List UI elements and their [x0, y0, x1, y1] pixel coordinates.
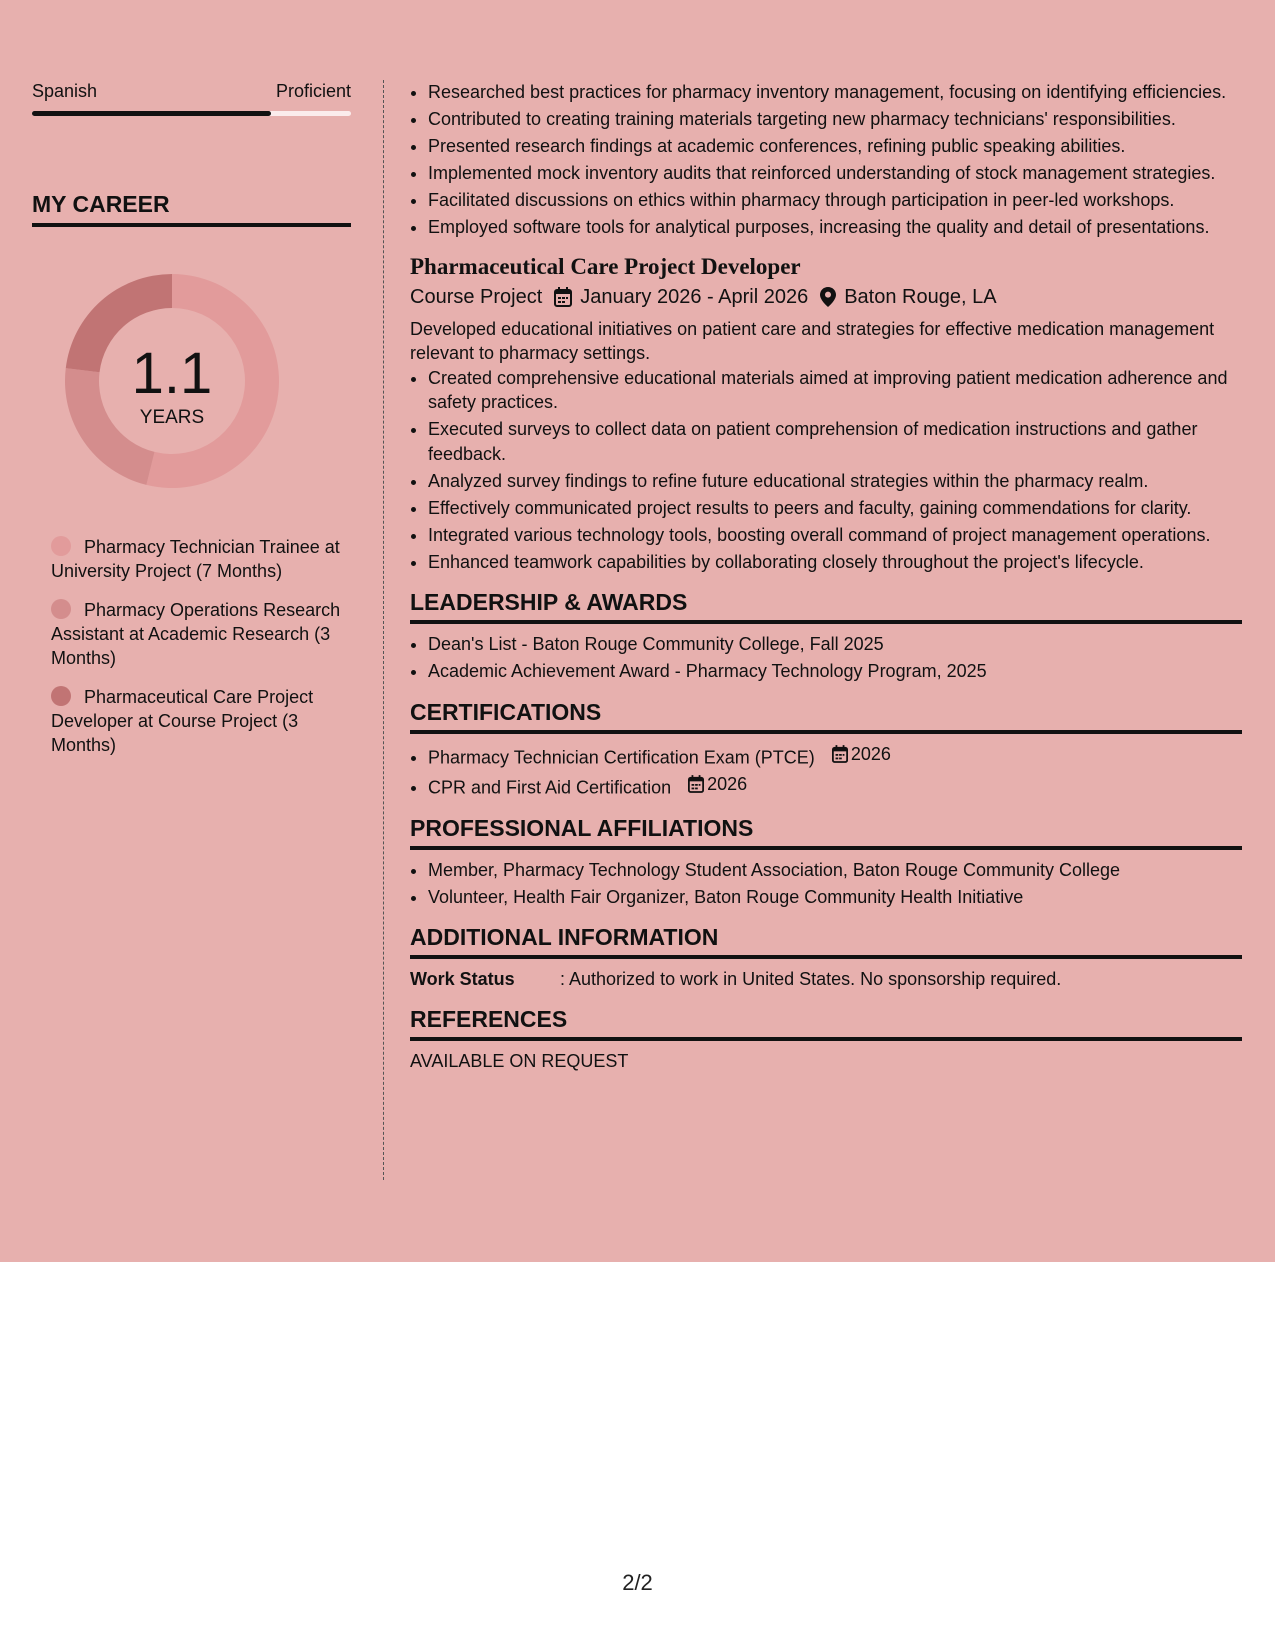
bullet-item: • Employed software tools for analytical purposes, increasing the quality and detail of presentations.	[428, 215, 1242, 240]
career-total-value: 1.1	[131, 341, 213, 406]
job-location: Baton Rouge, LA	[844, 285, 997, 308]
awards-heading: LEADERSHIP & AWARDS	[410, 588, 1242, 624]
job-description: Developed educational initiatives on patient care and strategies for effective medication management relevant to pharmacy settings.	[410, 318, 1215, 363]
bullet-item: • Contributed to creating training materials targeting new pharmacy technicians' responsibilities.	[428, 107, 1242, 132]
legend-item	[51, 685, 341, 757]
certification-name: CPR and First Aid Certification	[428, 777, 672, 797]
job-title: Pharmaceutical Care Project Developer	[410, 253, 801, 279]
legend-item	[51, 535, 341, 583]
certifications-list	[410, 742, 1242, 800]
references-text: AVAILABLE ON REQUEST	[410, 1051, 629, 1071]
certification-year: 2026	[850, 743, 891, 764]
certification-item	[428, 772, 1242, 800]
affiliations-heading: PROFESSIONAL AFFILIATIONS	[410, 814, 1242, 850]
affiliation-item: • Member, Pharmacy Technology Student Association, Baton Rouge Community College	[428, 858, 1242, 883]
bullet-item: • Facilitated discussions on ethics within pharmacy through participation in peer-led workshops.	[428, 188, 1242, 213]
certifications-heading: CERTIFICATIONS	[410, 698, 1242, 734]
bullet-item: • Effectively communicated project results to peers and faculty, gaining commendations for clarity.	[428, 496, 1242, 521]
legend-label: Pharmaceutical Care Project Developer at Course Project (3 Months)	[51, 687, 314, 755]
calendar-icon	[832, 745, 848, 763]
legend-label: Pharmacy Technician Trainee at University Project (7 Months)	[51, 537, 340, 581]
work-status-row	[410, 967, 1242, 991]
career-donut-chart	[65, 274, 295, 504]
certification-date	[688, 772, 747, 797]
affiliation-item: • Volunteer, Health Fair Organizer, Baton Rouge Community Health Initiative	[428, 885, 1242, 910]
language-level: Proficient	[275, 81, 351, 101]
awards-list	[410, 632, 1242, 684]
additional-info-heading: ADDITIONAL INFORMATION	[410, 923, 1242, 959]
language-level-fill	[32, 111, 271, 116]
calendar-icon	[554, 287, 572, 307]
bullet-item: • Enhanced teamwork capabilities by collaborating closely throughout the project's lifecycle.	[428, 550, 1242, 575]
legend-dot	[51, 536, 71, 556]
certification-name: Pharmacy Technician Certification Exam (PTCE)	[428, 746, 815, 767]
calendar-icon	[688, 775, 704, 793]
column-divider	[383, 80, 384, 1180]
job-company: Course Project	[410, 285, 543, 308]
legend-label: Pharmacy Operations Research Assistant at Academic Research (3 Months)	[51, 600, 341, 668]
job-bullets	[410, 366, 1242, 575]
previous-job-bullets	[410, 80, 1242, 240]
job-dates: January 2026 - April 2026	[580, 285, 809, 308]
bullet-item: • Researched best practices for pharmacy inventory management, focusing on identifying efficiencies.	[428, 80, 1242, 105]
legend-dot	[51, 686, 71, 706]
right-column	[410, 80, 1242, 1073]
job-meta	[410, 284, 1242, 310]
certification-item	[428, 742, 1242, 770]
location-pin-icon	[820, 287, 836, 307]
work-status-value: : Authorized to work in United States. No sponsorship required.	[560, 969, 1062, 989]
language-name: Spanish	[32, 81, 98, 101]
award-item: • Dean's List - Baton Rouge Community College, Fall 2025	[428, 632, 1242, 657]
left-column	[32, 80, 351, 755]
certification-year: 2026	[707, 773, 748, 794]
bullet-item: • Analyzed survey findings to refine future educational strategies within the pharmacy realm.	[428, 469, 1242, 494]
bullet-item: • Created comprehensive educational materials aimed at improving patient medication adherence and safety practices.	[428, 366, 1242, 415]
affiliations-list	[410, 858, 1242, 910]
certification-date	[832, 742, 891, 767]
career-legend	[51, 535, 341, 772]
career-heading: MY CAREER	[32, 190, 351, 227]
legend-dot	[51, 599, 71, 619]
language-row	[32, 80, 351, 102]
references-heading: REFERENCES	[410, 1005, 1242, 1041]
bullet-item: • Implemented mock inventory audits that reinforced understanding of stock management strategies.	[428, 161, 1242, 186]
language-level-bar	[32, 111, 351, 116]
page-number: 2/2	[622, 1570, 653, 1595]
award-item: • Academic Achievement Award - Pharmacy Technology Program, 2025	[428, 659, 1242, 684]
bullet-item: • Executed surveys to collect data on patient comprehension of medication instructions and gather feedback.	[428, 417, 1242, 466]
career-total-unit: YEARS	[139, 407, 205, 428]
work-status-label: Work Status	[410, 969, 515, 989]
legend-item	[51, 598, 341, 670]
bullet-item: • Presented research findings at academic conferences, refining public speaking abilities.	[428, 134, 1242, 159]
bullet-item: • Integrated various technology tools, boosting overall command of project management operations.	[428, 523, 1242, 548]
